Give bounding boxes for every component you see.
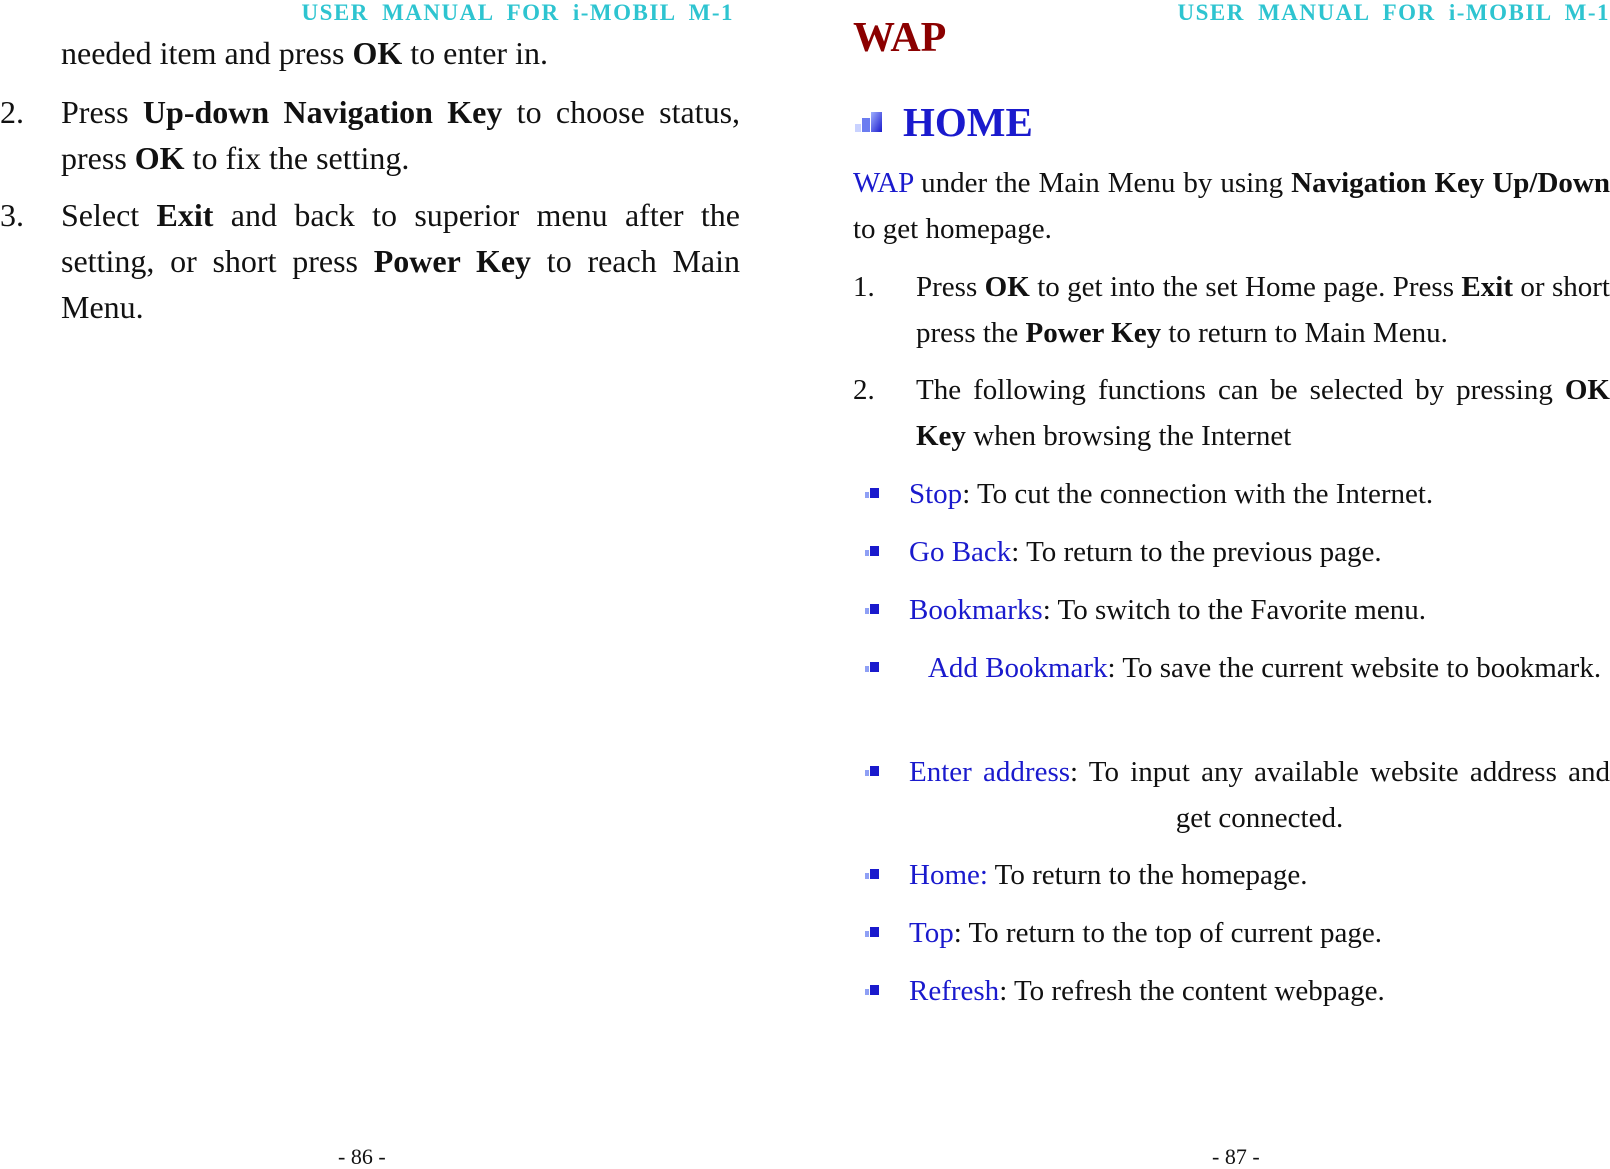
intro-paragraph: WAP under the Main Menu by using Navigation Key Up/Down to get homepage.: [853, 160, 1610, 252]
bullet-icon: [865, 546, 879, 558]
bullet-icon: [865, 604, 879, 616]
step-number: 2.: [853, 367, 875, 413]
left-page: USER MANUAL FOR i-MOBIL M-1 needed item and press OK to enter in. 2. Press Up-down Navigation Key to choose status, press OK to fix the setting. 3. Select Exit and back to superior menu after the setting, or short press Power Key to reach Main Menu. - 86 -: [0, 0, 760, 1168]
running-header: USER MANUAL FOR i-MOBIL M-1: [302, 0, 735, 26]
subsection-title: HOME: [903, 98, 1033, 146]
page-number: - 87 -: [1212, 1145, 1260, 1169]
step-number: 2.: [0, 89, 24, 135]
bullet-icon: [865, 662, 879, 674]
step-number: 1.: [853, 264, 875, 310]
wap-link: WAP: [853, 167, 913, 199]
intro-paragraph: needed item and press OK to enter in.: [61, 30, 741, 76]
section-bullet-icon: [855, 112, 883, 134]
running-header: USER MANUAL FOR i-MOBIL M-1: [1178, 0, 1610, 26]
function-item-add-bookmark: Add Bookmark: To save the current website to bookmark.: [850, 645, 1610, 737]
bullet-icon: [865, 927, 879, 939]
bullet-icon: [865, 985, 879, 997]
bullet-icon: [865, 869, 879, 881]
right-page: USER MANUAL FOR i-MOBIL M-1 WAP HOME WAP under the Main Menu by using Navigation Key Up/Down to get homepage. 1. Press OK to get into the set Home page. Press Exit or short press the Power Key to return to Main Menu. 2. The following functions can be selected by pressing OK Key when browsing the Internet Stop: To cut the connection with the Internet. Go Back: To return to the previous page. Bookmarks: To switch to the Favorite menu. Add Bookmark: To save the current website to bookmark. Enter address: To input any available website address and get connected. Home: To return to the homepage. Top: To return to the top of current page. Refresh: To refresh the content webpage. - 87 -: [850, 0, 1610, 1168]
step-number: 3.: [0, 192, 24, 238]
page-number: - 86 -: [338, 1145, 386, 1169]
section-title: WAP: [853, 14, 946, 62]
bullet-icon: [865, 488, 879, 500]
bullet-icon: [865, 766, 879, 778]
function-item-enter-address: Enter address: To input any available website address and get connected.: [850, 749, 1610, 841]
